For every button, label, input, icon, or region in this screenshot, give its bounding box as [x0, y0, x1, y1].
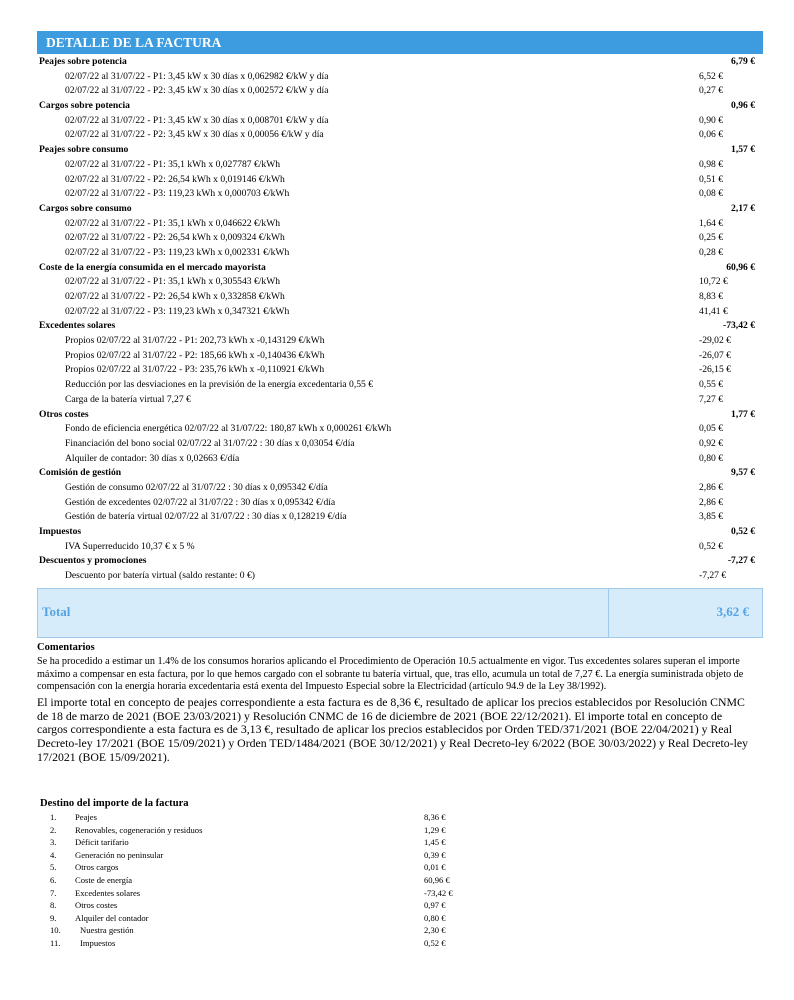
destino-row	[40, 937, 480, 950]
line-item-amount: 0,06 €	[699, 129, 723, 141]
line-item-label: Reducción por las desviaciones en la previsión de la energía excedentaria 0,55 €	[65, 379, 374, 391]
line-item	[37, 128, 757, 143]
destino-label: Alquiler del contador	[75, 912, 149, 923]
destino-num: 5.	[50, 862, 57, 873]
line-item	[37, 246, 757, 261]
line-item-amount: 0,98 €	[699, 158, 723, 170]
category-label: Cargos sobre potencia	[39, 100, 130, 112]
line-item-amount: 0,27 €	[699, 85, 723, 97]
line-item	[37, 496, 757, 511]
category-label: Impuestos	[39, 526, 82, 537]
line-item	[37, 84, 757, 99]
destino-label: Excedentes solares	[75, 887, 141, 898]
line-item	[37, 510, 757, 525]
detail-header	[37, 31, 763, 54]
category-amount: 1,57 €	[731, 144, 755, 156]
destino-row	[40, 849, 480, 862]
line-item-label: Gestión de batería virtual 02/07/22 al 31/07/22 : 30 días x 0,128219 €/día	[65, 511, 347, 523]
category-amount: 9,57 €	[731, 467, 755, 479]
category-row	[37, 554, 757, 569]
category-row	[37, 55, 757, 70]
line-item-label: 02/07/22 al 31/07/22 - P2: 26,54 kWh x 0,009324 €/kWh	[65, 232, 285, 244]
category-label: Comisión de gestión	[39, 467, 122, 479]
line-item	[37, 70, 757, 85]
destino-num: 4.	[50, 849, 57, 860]
total-label: Total	[42, 604, 71, 619]
line-item-amount: 0,28 €	[699, 246, 723, 258]
destino-value: 60,96 €	[424, 874, 450, 885]
category-row	[37, 525, 757, 540]
line-item-label: 02/07/22 al 31/07/22 - P3: 119,23 kWh x 0,000703 €/kWh	[65, 188, 290, 200]
comments-title: Comentarios	[37, 642, 95, 653]
destino-value: 0,52 €	[424, 937, 446, 948]
line-item-label: 02/07/22 al 31/07/22 - P3: 119,23 kWh x 0,002331 €/kWh	[65, 246, 290, 258]
line-item	[37, 349, 757, 364]
line-item-amount: 3,85 €	[699, 511, 723, 523]
category-row	[37, 99, 757, 114]
category-row	[37, 408, 757, 423]
destino-value: 0,97 €	[424, 900, 446, 911]
line-item	[37, 334, 757, 349]
line-item-amount: 8,83 €	[699, 291, 723, 302]
category-label: Coste de la energía consumida en el mercado mayorista	[39, 261, 266, 273]
line-item-amount: 10,72 €	[699, 276, 728, 288]
line-item	[37, 217, 757, 232]
destino-title: Destino del importe de la factura	[40, 798, 189, 809]
line-item	[37, 158, 757, 173]
line-item-amount: -7,27 €	[699, 570, 727, 582]
line-item	[37, 305, 757, 320]
category-amount: 1,77 €	[731, 408, 755, 420]
line-item-label: Descuento por batería virtual (saldo restante: 0 €)	[65, 570, 255, 582]
line-item-label: Financiación del bono social 02/07/22 al 31/07/22 : 30 días x 0,03054 €/día	[65, 437, 355, 449]
line-item-amount: 0,55 €	[699, 379, 723, 391]
destino-label: Renovables, cogeneración y residuos	[75, 824, 203, 835]
destino-section	[40, 797, 480, 950]
destino-value: -73,42 €	[424, 887, 453, 898]
line-item-amount: 0,51 €	[699, 173, 723, 185]
destino-value: 0,39 €	[424, 849, 446, 860]
destino-label: Otros costes	[75, 900, 118, 911]
line-item-label: 02/07/22 al 31/07/22 - P3: 119,23 kWh x 0,347321 €/kWh	[65, 305, 290, 317]
destino-label: Coste de energía	[75, 874, 133, 885]
line-item-amount: 0,05 €	[699, 423, 723, 435]
line-item-label: 02/07/22 al 31/07/22 - P2: 3,45 kW x 30 días x 0,002572 €/kW y día	[65, 85, 329, 97]
line-item-label: 02/07/22 al 31/07/22 - P1: 3,45 kW x 30 días x 0,008701 €/kW y día	[65, 114, 329, 126]
destino-row	[40, 874, 480, 887]
line-item-label: 02/07/22 al 31/07/22 - P1: 35,1 kWh x 0,027787 €/kWh	[65, 158, 281, 170]
line-item	[37, 378, 757, 393]
line-item-label: Gestión de excedentes 02/07/22 al 31/07/22 : 30 días x 0,095342 €/día	[65, 496, 336, 508]
category-row	[37, 143, 757, 158]
category-label: Excedentes solares	[39, 320, 116, 332]
line-item-label: Alquiler de contador: 30 días x 0,02663 €/día	[65, 452, 240, 464]
destino-num: 1.	[50, 812, 57, 822]
line-item-label: Propios 02/07/22 al 31/07/22 - P3: 235,76 kWh x -0,110921 €/kWh	[65, 364, 325, 376]
destino-label: Nuestra gestión	[80, 925, 134, 936]
category-amount: -73,42 €	[723, 320, 755, 332]
line-item	[37, 231, 757, 246]
comments-section	[37, 641, 755, 765]
line-item-label: Propios 02/07/22 al 31/07/22 - P1: 202,73 kWh x -0,143129 €/kWh	[65, 335, 325, 347]
line-item-amount: -26,15 €	[699, 364, 731, 376]
destino-value: 0,80 €	[424, 912, 446, 923]
line-item-label: Propios 02/07/22 al 31/07/22 - P2: 185,66 kWh x -0,140436 €/kWh	[65, 349, 325, 361]
category-row	[37, 466, 757, 481]
destino-label: Generación no peninsular	[75, 849, 164, 860]
category-label: Peajes sobre potencia	[39, 56, 127, 67]
category-amount: -7,27 €	[727, 555, 755, 567]
destino-row	[40, 836, 480, 849]
destino-value: 0,01 €	[424, 862, 446, 873]
line-item	[37, 540, 757, 555]
invoice-detail-table	[37, 55, 757, 584]
line-item-amount: 0,25 €	[699, 232, 723, 244]
destino-num: 11.	[50, 937, 61, 948]
line-item	[37, 393, 757, 408]
line-item	[37, 422, 757, 437]
line-item-label: Gestión de consumo 02/07/22 al 31/07/22 : 30 días x 0,095342 €/día	[65, 481, 328, 493]
destino-value: 1,45 €	[424, 837, 446, 848]
category-amount: 2,17 €	[731, 202, 755, 214]
destino-num: 10.	[50, 925, 61, 936]
category-label: Cargos sobre consumo	[39, 202, 132, 214]
category-row	[37, 319, 757, 334]
destino-row	[40, 924, 480, 937]
destino-row	[40, 912, 480, 925]
line-item	[37, 363, 757, 378]
line-item-amount: 2,86 €	[699, 496, 723, 508]
destino-num: 7.	[50, 887, 57, 898]
comments-paragraph: El importe total en concepto de peajes correspondiente a esta factura es de 8,36 €, resultado de aplicar los precios establecidos por Resolución CNMC de 18 de marzo de 2021 (BOE 23/03/2021) y Resolución CNMC de 16 de diciembre de 2021 (BOE 22/12/2021). El importe total en concepto de cargos correspondiente a esta factura es de 3,13 €, resultado de aplicar los precios establecidos por Orden TED/371/2021 (BOE 22/04/2021) y Real Decreto-ley 17/2021 (BOE 15/09/2021) y Orden TED/1484/2021 (BOE 30/12/2021) y Real Decreto-ley 6/2022 (BOE 30/03/2022) y Real Decreto-ley 17/2021 (BOE 15/09/2021).	[37, 694, 749, 764]
category-label: Peajes sobre consumo	[39, 144, 129, 156]
line-item-label: Carga de la batería virtual 7,27 €	[65, 393, 191, 405]
destino-label: Impuestos	[80, 937, 116, 948]
destino-label: Peajes	[75, 812, 97, 822]
line-item-amount: -29,02 €	[699, 335, 731, 347]
category-row	[37, 202, 757, 217]
total-amount: 3,62 €	[716, 604, 749, 619]
line-item	[37, 187, 757, 202]
category-amount: 0,52 €	[731, 526, 755, 537]
line-item-amount: 0,52 €	[699, 540, 723, 552]
line-item	[37, 437, 757, 452]
destino-row	[40, 887, 480, 900]
category-row	[37, 261, 757, 276]
destino-row	[40, 824, 480, 837]
line-item-amount: 41,41 €	[699, 305, 728, 317]
line-item-label: 02/07/22 al 31/07/22 - P2: 3,45 kW x 30 días x 0,00056 €/kW y día	[65, 129, 324, 141]
line-item-label: 02/07/22 al 31/07/22 - P1: 3,45 kW x 30 días x 0,062982 €/kW y día	[65, 70, 329, 82]
destino-label: Déficit tarifario	[75, 837, 129, 848]
destino-row	[40, 899, 480, 912]
line-item-amount: 7,27 €	[699, 393, 723, 405]
line-item-amount: 2,86 €	[699, 481, 723, 493]
line-item-amount: 0,90 €	[699, 114, 723, 126]
category-amount: 6,79 €	[731, 56, 755, 67]
category-label: Otros costes	[39, 408, 89, 420]
line-item	[37, 275, 757, 290]
category-amount: 60,96 €	[726, 261, 755, 273]
line-item	[37, 290, 757, 305]
destino-value: 8,36 €	[424, 812, 446, 822]
line-item-label: 02/07/22 al 31/07/22 - P2: 26,54 kWh x 0,019146 €/kWh	[65, 173, 285, 185]
line-item	[37, 173, 757, 188]
destino-value: 1,29 €	[424, 824, 446, 835]
line-item-amount: -26,07 €	[699, 349, 731, 361]
category-label: Descuentos y promociones	[39, 555, 147, 567]
destino-value: 2,30 €	[424, 925, 446, 936]
line-item-amount: 1,64 €	[699, 217, 723, 229]
line-item-amount: 0,80 €	[699, 452, 723, 464]
line-item-label: Fondo de eficiencia energética 02/07/22 al 31/07/22: 180,87 kWh x 0,000261 €/kWh	[65, 423, 392, 435]
line-item	[37, 569, 757, 584]
destino-num: 9.	[50, 912, 57, 923]
line-item-label: 02/07/22 al 31/07/22 - P1: 35,1 kWh x 0,305543 €/kWh	[65, 276, 281, 288]
line-item	[37, 114, 757, 129]
line-item-amount: 0,92 €	[699, 437, 723, 449]
destino-num: 2.	[50, 824, 57, 835]
category-amount: 0,96 €	[731, 100, 755, 112]
total-divider	[608, 589, 609, 637]
destino-num: 8.	[50, 900, 57, 911]
destino-num: 3.	[50, 837, 57, 848]
destino-num: 6.	[50, 874, 57, 885]
line-item-label: 02/07/22 al 31/07/22 - P2: 26,54 kWh x 0,332858 €/kWh	[65, 291, 285, 302]
destino-row	[40, 811, 480, 824]
line-item-amount: 0,08 €	[699, 188, 723, 200]
line-item-label: IVA Superreducido 10,37 € x 5 %	[65, 540, 195, 552]
line-item	[37, 452, 757, 467]
destino-row	[40, 861, 480, 874]
comments-paragraph: Se ha procedido a estimar un 1.4% de los consumos horarios aplicando el Procedimiento de Operación 10.5 actualmente en vigor. Tus excedentes solares superan el importe máximo a compensar en esta factura, por lo que hemos cargado con el sobrante tu batería virtual, que, tras ello, acumula un total de 7,27 €. La energía suministrada objeto de compensación con la energía horaria excedentaria está exenta del Impuesto Especial sobre la Electricidad (artículo 94.9 de la Ley 38/1992).	[37, 656, 744, 693]
line-item	[37, 481, 757, 496]
total-box	[37, 588, 763, 638]
line-item-label: 02/07/22 al 31/07/22 - P1: 35,1 kWh x 0,046622 €/kWh	[65, 217, 281, 229]
detail-header-title: DETALLE DE LA FACTURA	[46, 35, 222, 50]
line-item-amount: 6,52 €	[699, 70, 723, 82]
destino-label: Otros cargos	[75, 862, 119, 873]
